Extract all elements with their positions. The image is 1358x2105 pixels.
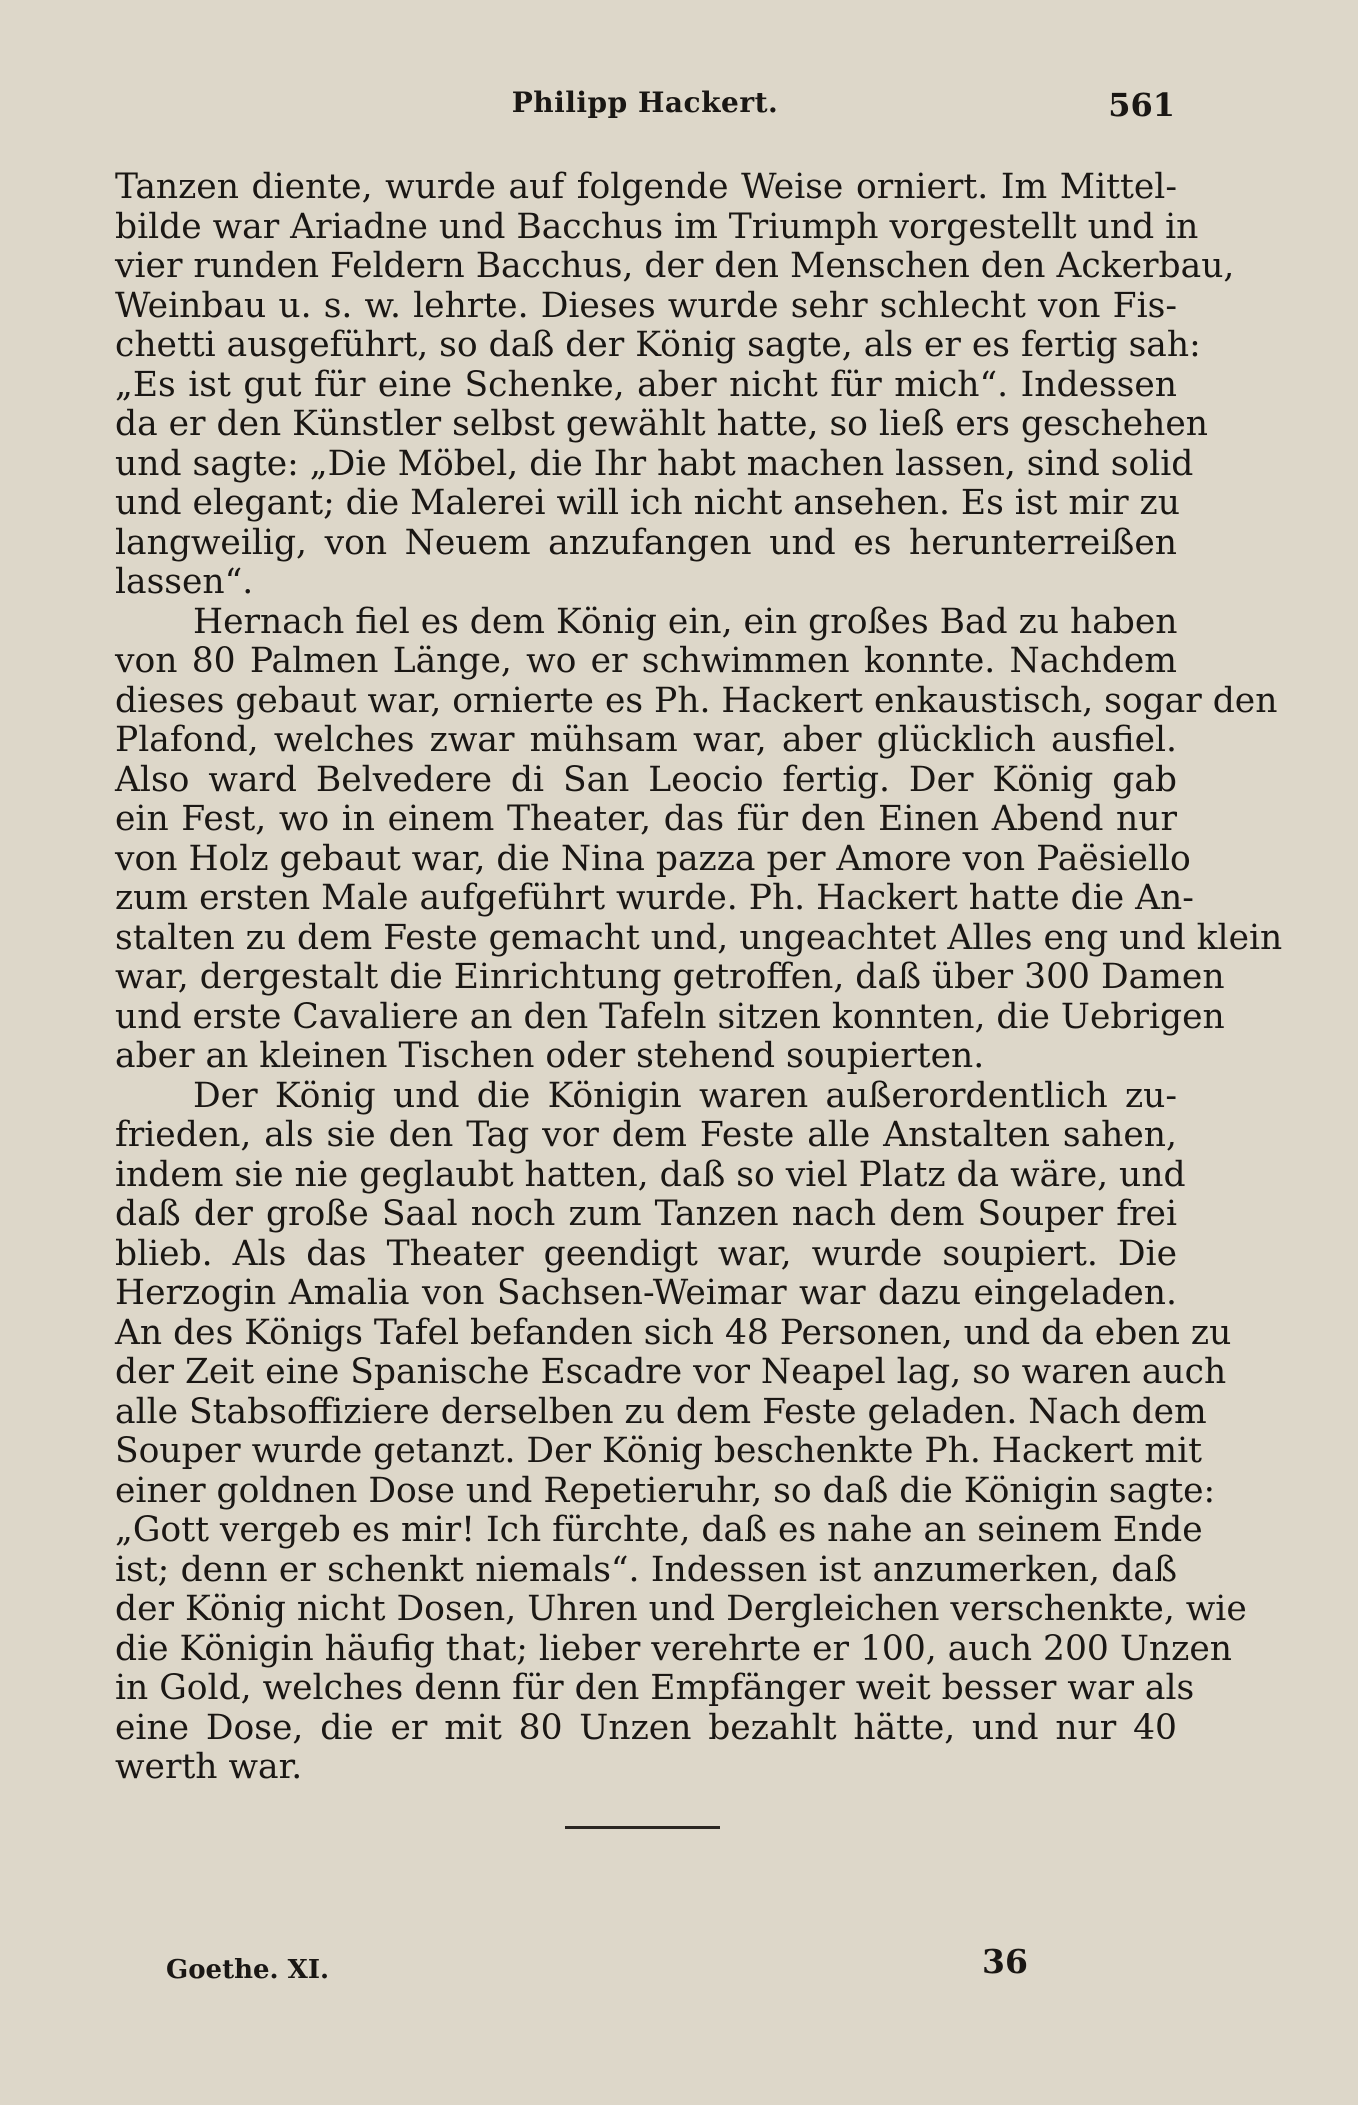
text-line: und sagte: „Die Möbel, die Ihr habt machen lassen, sind solid xyxy=(115,443,1194,484)
text-line: An des Königs Tafel befanden sich 48 Personen, und da eben zu xyxy=(115,1312,1232,1353)
text-line: ist; denn er schenkt niemals“. Indessen ist anzumerken, daß xyxy=(115,1549,1177,1590)
text-line: Souper wurde getanzt. Der König beschenkte Ph. Hackert mit xyxy=(115,1431,1203,1471)
text-line: der Zeit eine Spanische Escadre vor Neapel lag, so waren auch xyxy=(115,1352,1227,1392)
text-line: „Es ist gut für eine Schenke, aber nicht für mich“. Indessen xyxy=(115,364,1177,405)
text-line: langweilig, von Neuem anzufangen und es herunterreißen xyxy=(115,522,1177,563)
text-line: der König nicht Dosen, Uhren und Dergleichen verschenkte, wie xyxy=(115,1589,1247,1629)
page-number: 561 xyxy=(1108,86,1175,124)
text-line: Also ward Belvedere di San Leocio fertig. Der König gab xyxy=(115,759,1177,800)
text-line: einer goldnen Dose und Repetieruhr, so daß die Königin sagte: xyxy=(115,1470,1216,1511)
text-line: „Gott vergeb es mir! Ich fürchte, daß es nahe an seinem Ende xyxy=(115,1510,1203,1550)
text-line: lassen“. xyxy=(115,562,254,602)
text-line: dieses gebaut war, ornierte es Ph. Hackert enkaustisch, sogar den xyxy=(115,680,1278,721)
text-line: Tanzen diente, wurde auf folgende Weise orniert. Im Mittel- xyxy=(115,167,1177,207)
text-line: alle Stabsoffiziere derselben zu dem Feste geladen. Nach dem xyxy=(115,1391,1207,1432)
text-line: vier runden Feldern Bacchus, der den Menschen den Ackerbau, xyxy=(115,246,1235,286)
sheet-number: 36 xyxy=(982,1942,1028,1981)
text-line: da er den Künstler selbst gewählt hatte, so ließ ers geschehen xyxy=(115,404,1208,444)
text-line: eine Dose, die er mit 80 Unzen bezahlt hätte, und nur 40 xyxy=(115,1707,1177,1748)
text-line: und erste Cavaliere an den Tafeln sitzen konnten, die Uebrigen xyxy=(115,996,1225,1037)
text-line: bilde war Ariadne und Bacchus im Triumph vorgestellt und in xyxy=(115,206,1199,247)
text-line: Plafond, welches zwar mühsam war, aber glücklich ausfiel. xyxy=(115,720,1177,760)
text-line: und elegant; die Malerei will ich nicht ansehen. Es ist mir zu xyxy=(115,483,1180,523)
text-line: Herzogin Amalia von Sachsen-Weimar war dazu eingeladen. xyxy=(115,1273,1177,1313)
footer-signature: Goethe. XI. xyxy=(166,1955,330,1985)
text-line: daß der große Saal noch zum Tanzen nach dem Souper frei xyxy=(115,1194,1177,1234)
text-line: Der König und die Königin waren außerordentlich zu- xyxy=(193,1075,1177,1116)
text-line: stalten zu dem Feste gemacht und, ungeachtet Alles eng und klein xyxy=(115,917,1283,958)
running-title: Philipp Hackert. xyxy=(511,86,779,119)
text-line: in Gold, welches denn für den Empfänger weit besser war als xyxy=(115,1668,1195,1708)
running-head xyxy=(115,86,1175,132)
text-line: von 80 Palmen Länge, wo er schwimmen konnte. Nachdem xyxy=(115,641,1177,681)
body-text xyxy=(115,167,1283,1788)
text-line: werth war. xyxy=(115,1747,303,1787)
section-rule xyxy=(565,1826,720,1829)
text-line: von Holz gebaut war, die Nina pazza per Amore von Paësiello xyxy=(115,838,1191,879)
text-line: frieden, als sie den Tag vor dem Feste alle Anstalten sahen, xyxy=(115,1115,1177,1155)
text-line: Weinbau u. s. w. lehrte. Dieses wurde sehr schlecht von Fis- xyxy=(115,285,1177,326)
text-line: indem sie nie geglaubt hatten, daß so viel Platz da wäre, und xyxy=(115,1154,1186,1195)
text-line: blieb. Als das Theater geendigt war, wurde soupiert. Die xyxy=(115,1233,1177,1274)
text-line: chetti ausgeführt, so daß der König sagte, als er es fertig sah: xyxy=(115,325,1201,365)
text-line: war, dergestalt die Einrichtung getroffen, daß über 300 Damen xyxy=(115,957,1225,997)
text-line: zum ersten Male aufgeführt wurde. Ph. Hackert hatte die An- xyxy=(115,878,1194,918)
text-line: aber an kleinen Tischen oder stehend soupierten. xyxy=(115,1036,985,1076)
text-line: die Königin häufig that; lieber verehrte er 100, auch 200 Unzen xyxy=(115,1628,1232,1669)
text-line: ein Fest, wo in einem Theater, das für den Einen Abend nur xyxy=(115,799,1177,839)
text-line: Hernach fiel es dem König ein, ein großes Bad zu haben xyxy=(193,601,1178,642)
